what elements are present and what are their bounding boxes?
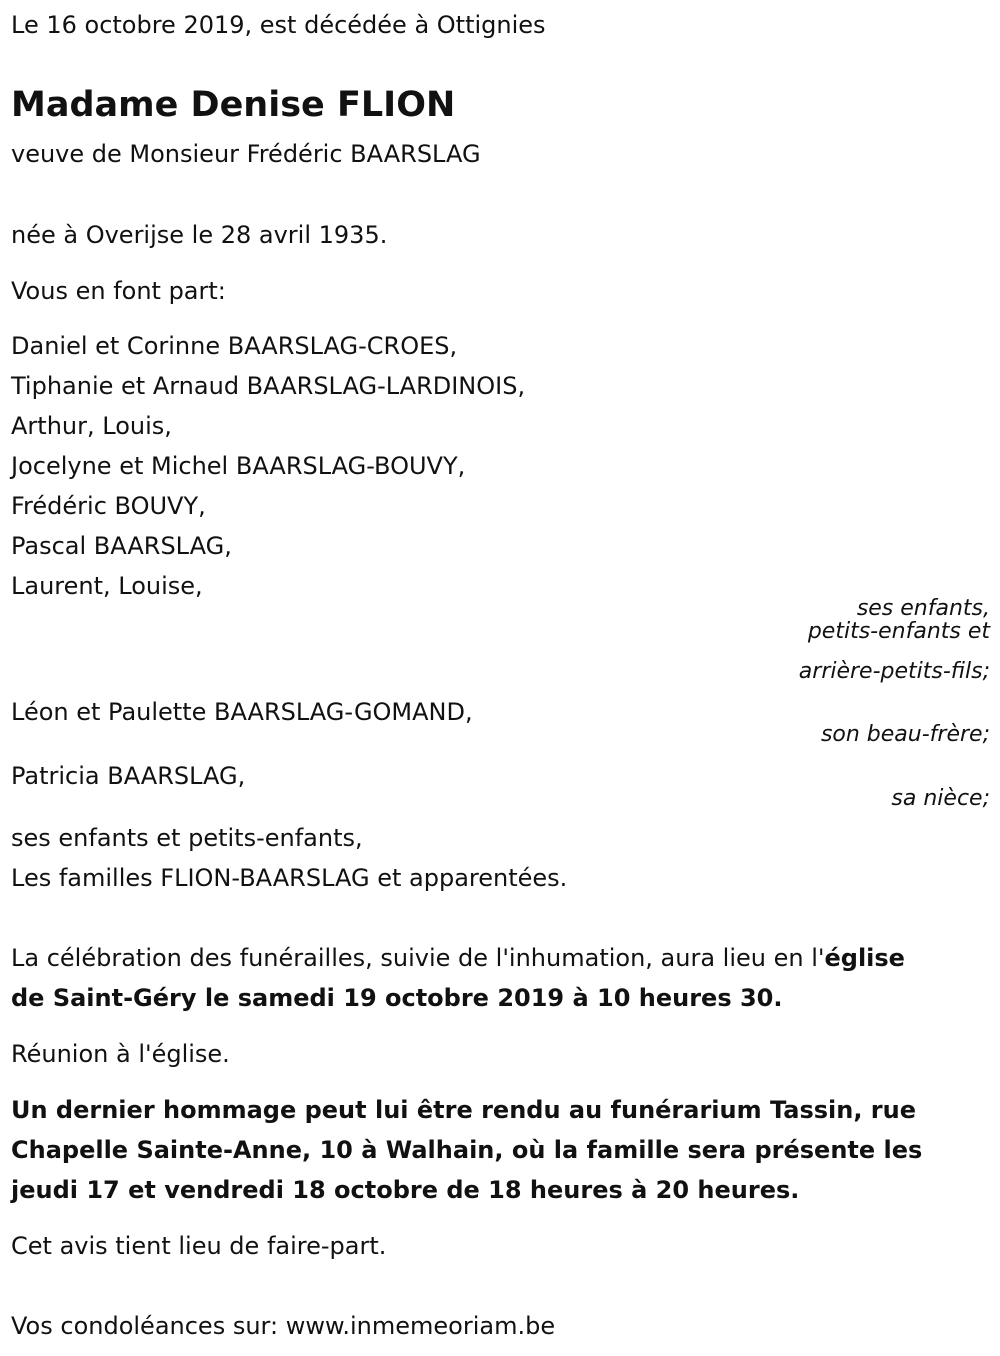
relation-label: arrière-petits-fils;: [798, 659, 990, 684]
ceremony-text-bold: église: [824, 944, 905, 972]
meeting-line: Réunion à l'église.: [11, 1040, 230, 1068]
family-member: Frédéric BOUVY,: [11, 492, 206, 520]
family-member: Jocelyne et Michel BAARSLAG-BOUVY,: [11, 452, 466, 480]
family-member: ses enfants et petits-enfants,: [11, 824, 363, 852]
tribute-line: Un dernier hommage peut lui être rendu au funérarium Tassin, rue: [11, 1096, 917, 1124]
family-member: Tiphanie et Arnaud BAARSLAG-LARDINOIS,: [11, 372, 526, 400]
announcement-intro: Vous en font part:: [11, 277, 226, 305]
ceremony-details: de Saint-Géry le samedi 19 octobre 2019 à 10 heures 30.: [11, 984, 783, 1012]
ceremony-text-regular: La célébration des funérailles, suivie de l'inhumation, aura lieu en l': [11, 944, 825, 972]
relation-label: son beau-frère;: [820, 722, 990, 747]
family-member: Laurent, Louise,: [11, 572, 203, 600]
family-member: Patricia BAARSLAG,: [11, 762, 246, 790]
tribute-line: Chapelle Sainte-Anne, 10 à Walhain, où la famille sera présente les: [11, 1136, 923, 1164]
deceased-name: Madame Denise FLION: [11, 85, 456, 125]
relation-label: sa nièce;: [891, 786, 990, 811]
tribute-line: jeudi 17 et vendredi 18 octobre de 18 heures à 20 heures.: [11, 1176, 800, 1204]
spouse-line: veuve de Monsieur Frédéric BAARSLAG: [11, 140, 481, 168]
ceremony-text: [11, 943, 905, 973]
family-member: Léon et Paulette BAARSLAG-GOMAND,: [11, 698, 473, 726]
family-member: Pascal BAARSLAG,: [11, 532, 232, 560]
family-member: Daniel et Corinne BAARSLAG-CROES,: [11, 332, 458, 360]
notice-line: Cet avis tient lieu de faire-part.: [11, 1232, 387, 1260]
relation-label: ses enfants,: [856, 596, 990, 621]
birth-line: née à Overijse le 28 avril 1935.: [11, 221, 388, 249]
family-member: Arthur, Louis,: [11, 412, 172, 440]
death-announcement: Le 16 octobre 2019, est décédée à Ottignies: [11, 11, 546, 39]
condolences-line: Vos condoléances sur: www.inmemeoriam.be: [11, 1312, 556, 1340]
relation-label: petits-enfants et: [807, 619, 990, 644]
family-member: Les familles FLION-BAARSLAG et apparentées.: [11, 864, 568, 892]
